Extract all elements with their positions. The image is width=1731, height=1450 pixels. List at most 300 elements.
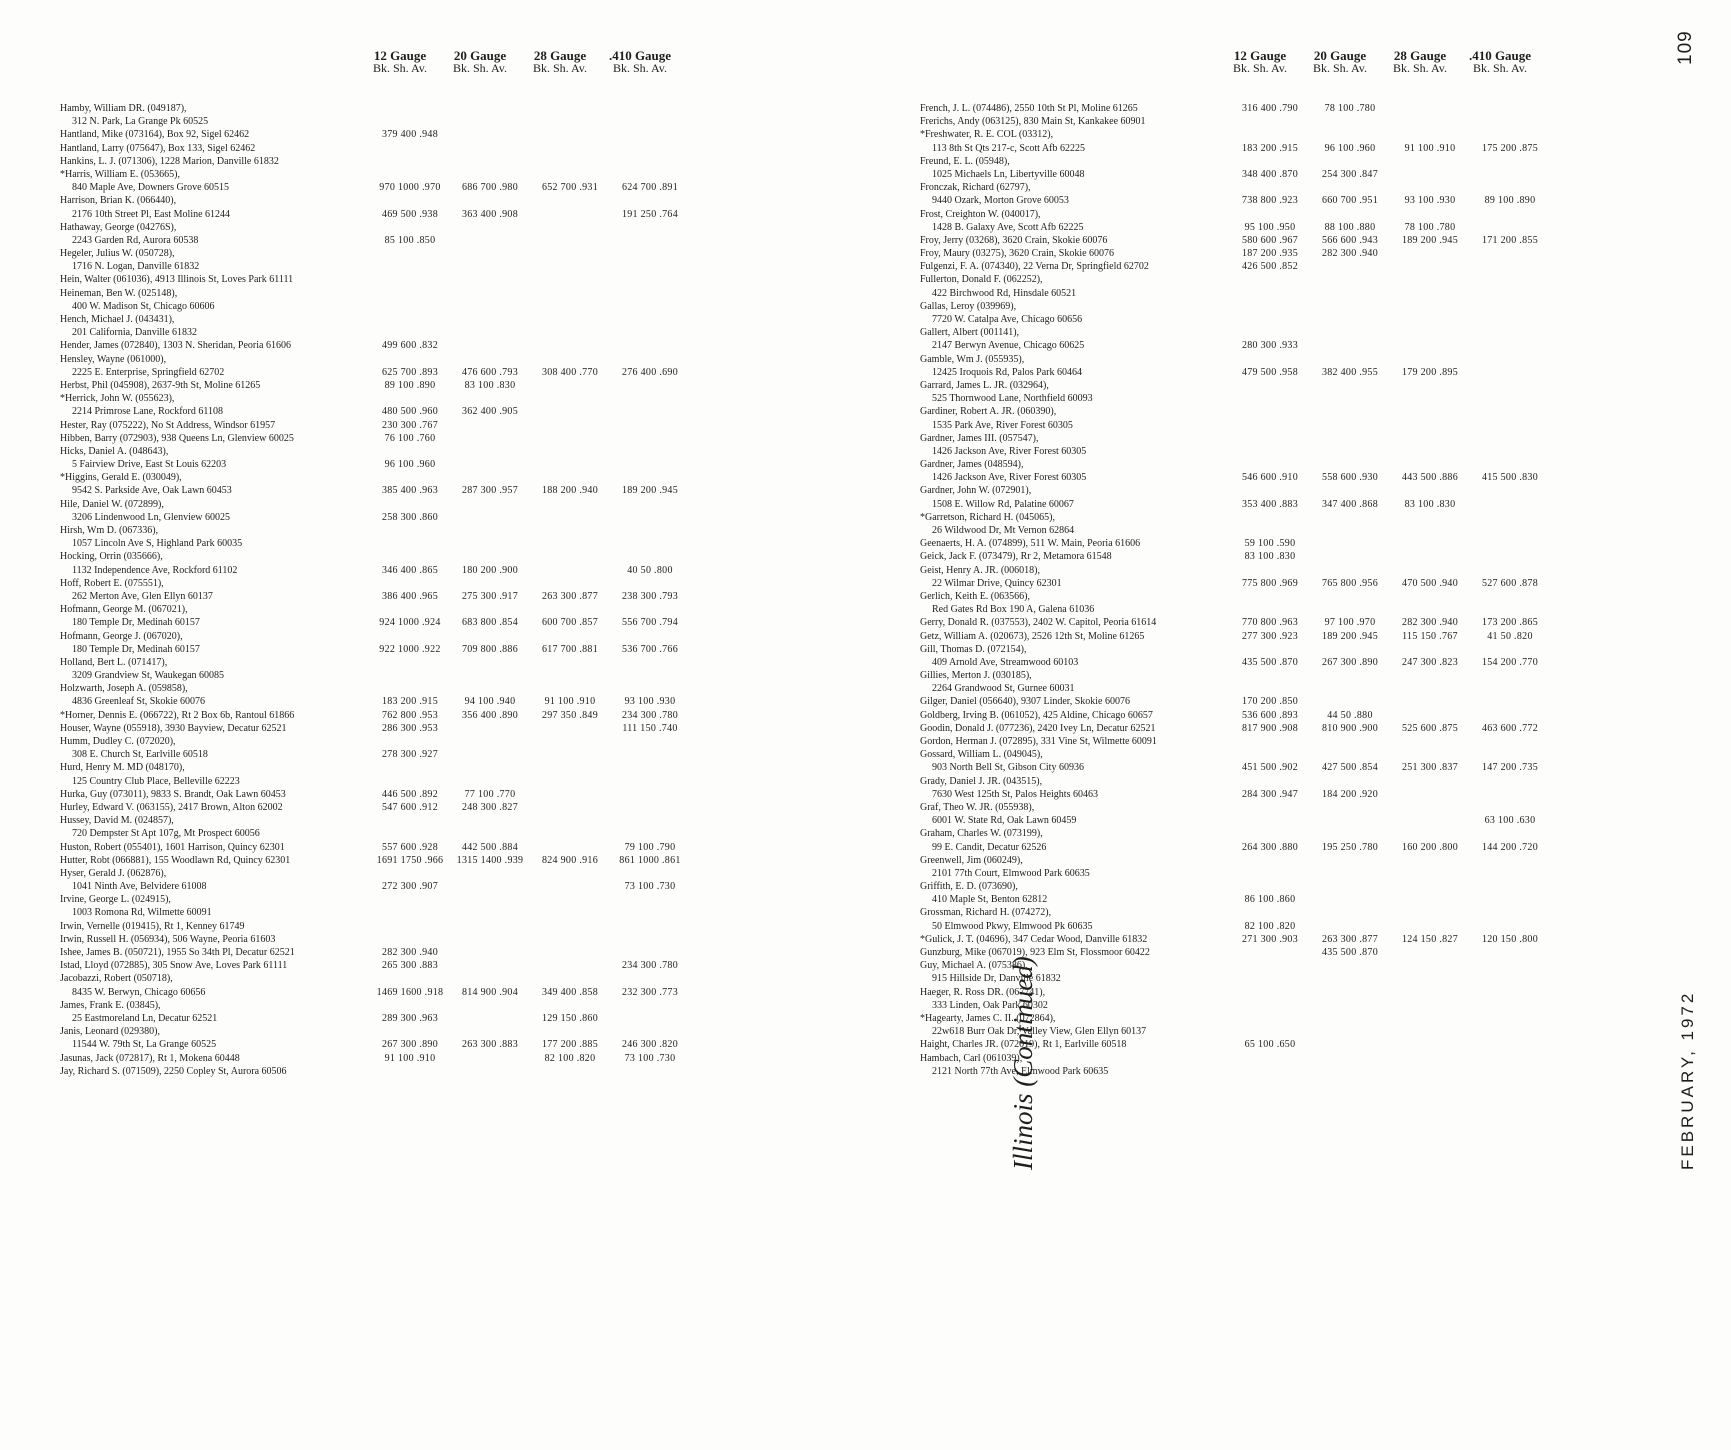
gauge-score: 435 500 .870 bbox=[1321, 947, 1379, 958]
gauge-score: 83 100 .830 bbox=[1404, 498, 1456, 510]
shooter-name-address: Irwin, Vernelle (019415), Rt 1, Kenney 61749 bbox=[60, 920, 245, 932]
shooter-name-address: Hile, Daniel W. (072899), bbox=[60, 498, 164, 510]
gauge-score: 247 300 .823 bbox=[1401, 656, 1459, 668]
entry-row bbox=[920, 867, 1680, 880]
gauge-score: 238 300 .793 bbox=[621, 590, 679, 602]
entry-row bbox=[60, 432, 820, 445]
entry-row bbox=[60, 181, 820, 194]
gauge-score: 435 500 .870 bbox=[1241, 656, 1299, 668]
entry-row bbox=[60, 656, 820, 669]
entry-row bbox=[60, 260, 820, 273]
gauge-score: 95 100 .950 bbox=[1244, 221, 1296, 233]
shooter-name-address: Hester, Ray (075222), No St Address, Windsor 61957 bbox=[60, 419, 276, 431]
entry-row bbox=[60, 788, 820, 801]
gauge-name: 12 Gauge bbox=[373, 48, 427, 63]
gauge-score: 189 200 .945 bbox=[621, 485, 679, 497]
entry-row bbox=[920, 339, 1680, 352]
entry-row bbox=[920, 511, 1680, 524]
gauge-score: 282 300 .940 bbox=[1321, 248, 1379, 260]
gauge-score: 40 50 .800 bbox=[627, 564, 673, 576]
gauge-score: 276 400 .690 bbox=[621, 366, 679, 378]
gauge-score: 85 100 .850 bbox=[384, 234, 436, 246]
shooter-name-address: Hensley, Wayne (061000), bbox=[60, 353, 167, 365]
gauge-score: 289 300 .963 bbox=[381, 1012, 439, 1024]
gauge-score: 184 200 .920 bbox=[1321, 788, 1379, 800]
gauge-score: 76 100 .760 bbox=[384, 432, 436, 444]
entry-row bbox=[60, 142, 820, 155]
gauge-score: 762 800 .953 bbox=[381, 709, 439, 721]
shooter-name-address: Hicks, Daniel A. (048643), bbox=[60, 445, 169, 457]
entry-row bbox=[920, 458, 1680, 471]
shooter-name-address: 2243 Garden Rd, Aurora 60538 bbox=[72, 234, 199, 246]
shooter-name-address: Haight, Charles JR. (072019), Rt 1, Earlville 60518 bbox=[920, 1039, 1127, 1051]
gauge-heading bbox=[590, 50, 690, 74]
gauge-score: 660 700 .951 bbox=[1321, 195, 1379, 207]
shooter-name-address: 3209 Grandview St, Waukegan 60085 bbox=[72, 670, 225, 682]
shooter-name-address: 262 Merton Ave, Glen Ellyn 60137 bbox=[72, 590, 213, 602]
entry-row bbox=[60, 669, 820, 682]
entry-row bbox=[920, 537, 1680, 550]
entry-row bbox=[60, 379, 820, 392]
gauge-score: 263 300 .883 bbox=[461, 1039, 519, 1051]
shooter-name-address: Goldberg, Irving B. (061052), 425 Aldine, Chicago 60657 bbox=[920, 709, 1153, 721]
gauge-score: 147 200 .735 bbox=[1481, 762, 1539, 774]
entry-row bbox=[60, 498, 820, 511]
shooter-name-address: Janis, Leonard (029380), bbox=[60, 1026, 160, 1038]
gauge-score: 267 300 .890 bbox=[1321, 656, 1379, 668]
gauge-score: 861 1000 .861 bbox=[619, 854, 681, 866]
shooter-name-address: 1426 Jackson Ave, River Forest 60305 bbox=[932, 472, 1087, 484]
shooter-name-address: 99 E. Candit, Decatur 62526 bbox=[932, 841, 1047, 853]
entry-row bbox=[920, 695, 1680, 708]
entry-row bbox=[60, 893, 820, 906]
gauge-score: 179 200 .895 bbox=[1401, 366, 1459, 378]
gauge-score: 476 600 .793 bbox=[461, 366, 519, 378]
gauge-score: 451 500 .902 bbox=[1241, 762, 1299, 774]
gauge-score: 479 500 .958 bbox=[1241, 366, 1299, 378]
shooter-name-address: 2264 Grandwood St, Gurnee 60031 bbox=[932, 683, 1075, 695]
entry-row bbox=[920, 102, 1680, 115]
entry-row bbox=[920, 748, 1680, 761]
entry-row bbox=[920, 353, 1680, 366]
entry-row bbox=[920, 722, 1680, 735]
gauge-score: 284 300 .947 bbox=[1241, 788, 1299, 800]
shooter-name-address: *Harris, William E. (053665), bbox=[60, 168, 180, 180]
shooter-name-address: Hibben, Barry (072903), 938 Queens Ln, Glenview 60025 bbox=[60, 432, 294, 444]
entry-row bbox=[920, 959, 1680, 972]
gauge-score: 362 400 .905 bbox=[461, 406, 519, 418]
gauge-score: 44 50 .880 bbox=[1327, 709, 1373, 721]
gauge-score: 91 100 .910 bbox=[384, 1052, 436, 1064]
shooter-name-address: 308 E. Church St, Earlville 60518 bbox=[72, 749, 208, 761]
gauge-score: 297 350 .849 bbox=[541, 709, 599, 721]
entry-row bbox=[60, 458, 820, 471]
entry-row bbox=[60, 484, 820, 497]
gauge-score: 77 100 .770 bbox=[464, 788, 516, 800]
shooter-name-address: Hegeler, Julius W. (050728), bbox=[60, 248, 175, 260]
shooter-name-address: Greenwell, Jim (060249), bbox=[920, 854, 1023, 866]
gauge-score: 469 500 .938 bbox=[381, 208, 439, 220]
entry-row bbox=[60, 550, 820, 563]
shooter-name-address: Red Gates Rd Box 190 A, Galena 61036 bbox=[932, 604, 1095, 616]
gauge-score: 232 300 .773 bbox=[621, 986, 679, 998]
shooter-name-address: Hussey, David M. (024857), bbox=[60, 815, 174, 827]
entry-row bbox=[60, 854, 820, 867]
entry-row bbox=[60, 814, 820, 827]
shooter-name-address: Hutter, Robt (066881), 155 Woodlawn Rd, Quincy 62301 bbox=[60, 854, 291, 866]
gauge-score: 557 600 .928 bbox=[381, 841, 439, 853]
shooter-name-address: Ishee, James B. (050721), 1955 So 34th Pl, Decatur 62521 bbox=[60, 947, 295, 958]
gauge-score: 183 200 .915 bbox=[1241, 142, 1299, 154]
entry-row bbox=[920, 484, 1680, 497]
gauge-score: 525 600 .875 bbox=[1401, 722, 1459, 734]
shooter-name-address: Holland, Bert L. (071417), bbox=[60, 656, 168, 668]
gauge-score: 191 250 .764 bbox=[621, 208, 679, 220]
shooter-name-address: 7720 W. Catalpa Ave, Chicago 60656 bbox=[932, 314, 1083, 325]
entry-row bbox=[60, 603, 820, 616]
shooter-name-address: 3206 Lindenwood Ln, Glenview 60025 bbox=[72, 511, 231, 523]
entry-row bbox=[60, 709, 820, 722]
shooter-name-address: 180 Temple Dr, Medinah 60157 bbox=[72, 643, 200, 655]
entry-row bbox=[920, 405, 1680, 418]
gauge-score: 170 200 .850 bbox=[1241, 696, 1299, 708]
gauge-score: 600 700 .857 bbox=[541, 617, 599, 629]
shooter-name-address: Geick, Jack F. (073479), Rr 2, Metamora 61548 bbox=[920, 551, 1112, 563]
gauge-score: 415 500 .830 bbox=[1481, 472, 1539, 484]
entry-row bbox=[920, 709, 1680, 722]
entry-row bbox=[60, 366, 820, 379]
entry-row bbox=[60, 643, 820, 656]
entry-row bbox=[60, 695, 820, 708]
gauge-score: 348 400 .870 bbox=[1241, 168, 1299, 180]
gauge-score: 924 1000 .924 bbox=[379, 617, 441, 629]
gauge-name: .410 Gauge bbox=[1468, 48, 1532, 63]
gauge-score: 1315 1400 .939 bbox=[456, 854, 524, 866]
gauge-name: 28 Gauge bbox=[533, 48, 587, 63]
shooter-name-address: Holzwarth, Joseph A. (059858), bbox=[60, 683, 188, 695]
gauge-score: 265 300 .883 bbox=[381, 960, 439, 972]
entry-row bbox=[60, 775, 820, 788]
gauge-score: 527 600 .878 bbox=[1481, 577, 1539, 589]
entry-row bbox=[60, 287, 820, 300]
gauge-heading bbox=[1450, 50, 1550, 74]
gauge-score: 78 100 .780 bbox=[1324, 103, 1376, 114]
shooter-name-address: 113 8th St Qts 217-c, Scott Afb 62225 bbox=[932, 142, 1085, 154]
entry-row bbox=[920, 603, 1680, 616]
gauge-score: 536 600 .893 bbox=[1241, 709, 1299, 721]
entry-row bbox=[920, 643, 1680, 656]
shooter-name-address: Hankins, L. J. (071306), 1228 Marion, Danville 61832 bbox=[60, 155, 279, 167]
shooter-name-address: 2214 Primrose Lane, Rockford 61108 bbox=[72, 406, 223, 418]
entry-row bbox=[920, 142, 1680, 155]
gauge-score: 251 300 .837 bbox=[1401, 762, 1459, 774]
gauge-score: 173 200 .865 bbox=[1481, 617, 1539, 629]
shooter-name-address: *Horner, Dennis E. (066722), Rt 2 Box 6b, Rantoul 61866 bbox=[60, 709, 295, 721]
gauge-score: 558 600 .930 bbox=[1321, 472, 1379, 484]
entry-row bbox=[920, 616, 1680, 629]
left-column bbox=[920, 50, 1680, 1450]
shooter-name-address: Hender, James (072840), 1303 N. Sheridan, Peoria 61606 bbox=[60, 340, 291, 352]
entry-row bbox=[60, 946, 820, 959]
shooter-name-address: Graf, Theo W. JR. (055938), bbox=[920, 801, 1035, 813]
shooter-name-address: 22 Wilmar Drive, Quincy 62301 bbox=[932, 577, 1062, 589]
entry-row bbox=[920, 841, 1680, 854]
section-title: Illinois (Continued) bbox=[1008, 956, 1038, 1170]
entry-row bbox=[920, 827, 1680, 840]
shooter-name-address: Grossman, Richard H. (074272), bbox=[920, 907, 1052, 919]
gauge-score: 480 500 .960 bbox=[381, 406, 439, 418]
shooter-name-address: Frerichs, Andy (063125), 830 Main St, Kankakee 60901 bbox=[920, 116, 1146, 128]
entry-row bbox=[920, 155, 1680, 168]
gauge-score: 443 500 .886 bbox=[1401, 472, 1459, 484]
entry-row bbox=[920, 445, 1680, 458]
gauge-score: 234 300 .780 bbox=[621, 960, 679, 972]
shooter-name-address: Froy, Jerry (03268), 3620 Crain, Skokie 60076 bbox=[920, 234, 1108, 246]
gauge-score: 775 800 .969 bbox=[1241, 577, 1299, 589]
gauge-score: 922 1000 .922 bbox=[379, 643, 441, 655]
gauge-score: 177 200 .885 bbox=[541, 1039, 599, 1051]
entry-row bbox=[60, 221, 820, 234]
shooter-name-address: Goodin, Donald J. (077236), 2420 Ivey Ln, Decatur 62521 bbox=[920, 722, 1156, 734]
gauge-score: 154 200 .770 bbox=[1481, 656, 1539, 668]
gauge-subheading: Bk. Sh. Av. bbox=[532, 61, 587, 75]
shooter-name-address: 312 N. Park, La Grange Pk 60525 bbox=[72, 116, 209, 128]
gauge-score: 442 500 .884 bbox=[461, 841, 519, 853]
shooter-name-address: Gamble, Wm J. (055935), bbox=[920, 353, 1025, 365]
gauge-score: 160 200 .800 bbox=[1401, 841, 1459, 853]
gauge-score: 96 100 .960 bbox=[384, 459, 436, 471]
gauge-score: 625 700 .893 bbox=[381, 366, 439, 378]
gauge-score: 386 400 .965 bbox=[381, 590, 439, 602]
shooter-name-address: 2101 77th Court, Elmwood Park 60635 bbox=[932, 867, 1090, 879]
shooter-name-address: Irwin, Russell H. (056934), 506 Wayne, Peoria 61603 bbox=[60, 933, 276, 945]
gauge-score: 824 900 .916 bbox=[541, 854, 599, 866]
shooter-name-address: *Freshwater, R. E. COL (03312), bbox=[920, 129, 1054, 141]
shooter-name-address: Gardner, James III. (057547), bbox=[920, 432, 1039, 444]
gauge-score: 282 300 .940 bbox=[381, 947, 439, 958]
shooter-name-address: Geist, Henry A. JR. (006018), bbox=[920, 564, 1040, 576]
shooter-name-address: *Gulick, J. T. (04696), 347 Cedar Wood, Danville 61832 bbox=[920, 933, 1148, 945]
entry-row bbox=[920, 260, 1680, 273]
right-column bbox=[60, 50, 820, 1450]
entry-row bbox=[920, 392, 1680, 405]
entry-row bbox=[60, 273, 820, 286]
gauge-score: 382 400 .955 bbox=[1321, 366, 1379, 378]
gauge-score: 814 900 .904 bbox=[461, 986, 519, 998]
gauge-score: 316 400 .790 bbox=[1241, 103, 1299, 114]
gauge-score: 78 100 .780 bbox=[1404, 221, 1456, 233]
gauge-score: 63 100 .630 bbox=[1484, 815, 1536, 827]
entry-list bbox=[920, 102, 1680, 1078]
shooter-name-address: Hein, Walter (061036), 4913 Illinois St, Loves Park 61111 bbox=[60, 274, 294, 286]
entry-row bbox=[60, 999, 820, 1012]
gauge-score: 83 100 .830 bbox=[1244, 551, 1296, 563]
gauge-score: 93 100 .930 bbox=[1404, 195, 1456, 207]
gauge-score: 617 700 .881 bbox=[541, 643, 599, 655]
shooter-name-address: Gerry, Donald R. (037553), 2402 W. Capitol, Peoria 61614 bbox=[920, 617, 1157, 629]
gauge-score: 363 400 .908 bbox=[461, 208, 519, 220]
entry-row bbox=[920, 194, 1680, 207]
shooter-name-address: Haeger, R. Ross DR. (067741), bbox=[920, 986, 1046, 998]
shooter-name-address: Hathaway, George (04276S), bbox=[60, 221, 177, 233]
gauge-score: 254 300 .847 bbox=[1321, 168, 1379, 180]
gauge-score: 546 600 .910 bbox=[1241, 472, 1299, 484]
gauge-score: 91 100 .910 bbox=[544, 696, 596, 708]
gauge-score: 59 100 .590 bbox=[1244, 538, 1296, 550]
entry-row bbox=[920, 419, 1680, 432]
shooter-name-address: 1716 N. Logan, Danville 61832 bbox=[72, 261, 200, 273]
shooter-name-address: 50 Elmwood Pkwy, Elmwood Pk 60635 bbox=[932, 920, 1093, 932]
shooter-name-address: *Herrick, John W. (055623), bbox=[60, 393, 175, 405]
entry-row bbox=[60, 1012, 820, 1025]
gauge-score: 171 200 .855 bbox=[1481, 234, 1539, 246]
shooter-name-address: 9542 S. Parkside Ave, Oak Lawn 60453 bbox=[72, 485, 232, 497]
entry-row bbox=[60, 841, 820, 854]
entry-row bbox=[920, 775, 1680, 788]
shooter-name-address: Heineman, Ben W. (025148), bbox=[60, 287, 178, 299]
entry-row bbox=[60, 933, 820, 946]
gauge-score: 470 500 .940 bbox=[1401, 577, 1459, 589]
gauge-score: 73 100 .730 bbox=[624, 1052, 676, 1064]
entry-row bbox=[920, 656, 1680, 669]
entry-row bbox=[60, 102, 820, 115]
entry-row bbox=[60, 801, 820, 814]
shooter-name-address: 903 North Bell St, Gibson City 60936 bbox=[932, 762, 1084, 774]
entry-row bbox=[920, 432, 1680, 445]
gauge-score: 82 100 .820 bbox=[1244, 920, 1296, 932]
gauge-score: 183 200 .915 bbox=[381, 696, 439, 708]
gauge-score: 426 500 .852 bbox=[1241, 261, 1299, 273]
shooter-name-address: 5 Fairview Drive, East St Louis 62203 bbox=[72, 459, 227, 471]
shooter-name-address: 1057 Lincoln Ave S, Highland Park 60035 bbox=[72, 538, 243, 550]
gauge-score: 308 400 .770 bbox=[541, 366, 599, 378]
gauge-score: 353 400 .883 bbox=[1241, 498, 1299, 510]
gauge-score: 263 300 .877 bbox=[541, 590, 599, 602]
gauge-score: 187 200 .935 bbox=[1241, 248, 1299, 260]
shooter-name-address: 7630 West 125th St, Palos Heights 60463 bbox=[932, 788, 1098, 800]
gauge-subheading: Bk. Sh. Av. bbox=[1232, 61, 1287, 75]
shooter-name-address: 6001 W. State Rd, Oak Lawn 60459 bbox=[932, 815, 1077, 827]
shooter-name-address: Gilger, Daniel (056640), 9307 Linder, Skokie 60076 bbox=[920, 696, 1130, 708]
entry-row bbox=[60, 722, 820, 735]
shooter-name-address: Gallas, Leroy (039969), bbox=[920, 300, 1017, 312]
gauge-score: 83 100 .830 bbox=[464, 379, 516, 391]
gauge-score: 624 700 .891 bbox=[621, 182, 679, 194]
shooter-name-address: Istad, Lloyd (072885), 305 Snow Ave, Loves Park 61111 bbox=[60, 960, 288, 972]
entry-row bbox=[60, 471, 820, 484]
gauge-score: 189 200 .945 bbox=[1321, 630, 1379, 642]
shooter-name-address: 409 Arnold Ave, Streamwood 60103 bbox=[932, 656, 1079, 668]
gauge-name: .410 Gauge bbox=[608, 48, 672, 63]
gauge-name: 20 Gauge bbox=[1313, 48, 1367, 63]
gauge-subheading: Bk. Sh. Av. bbox=[1392, 61, 1447, 75]
gauge-score: 280 300 .933 bbox=[1241, 340, 1299, 352]
gauge-score: 536 700 .766 bbox=[621, 643, 679, 655]
entry-row bbox=[60, 524, 820, 537]
shooter-name-address: Humm, Dudley C. (072020), bbox=[60, 736, 176, 747]
shooter-name-address: Hofmann, George J. (067020), bbox=[60, 630, 183, 642]
entry-row bbox=[920, 524, 1680, 537]
entry-row bbox=[920, 920, 1680, 933]
entry-row bbox=[60, 590, 820, 603]
entry-row bbox=[60, 972, 820, 985]
shooter-name-address: Hocking, Orrin (035666), bbox=[60, 551, 163, 563]
gauge-score: 1691 1750 .966 bbox=[376, 854, 444, 866]
shooter-name-address: 26 Wildwood Dr, Mt Vernon 62864 bbox=[932, 525, 1075, 536]
gauge-score: 272 300 .907 bbox=[381, 881, 439, 893]
entry-row bbox=[920, 577, 1680, 590]
gauge-score: 115 150 .767 bbox=[1402, 630, 1458, 642]
shooter-name-address: Hoff, Robert E. (075551), bbox=[60, 577, 164, 589]
gauge-score: 271 300 .903 bbox=[1241, 933, 1299, 945]
gauge-score: 93 100 .930 bbox=[624, 696, 676, 708]
page-number: 109 bbox=[1675, 30, 1696, 65]
shooter-name-address: 422 Birchwood Rd, Hinsdale 60521 bbox=[932, 287, 1077, 299]
gauge-subheading: Bk. Sh. Av. bbox=[1312, 61, 1367, 75]
gauge-score: 385 400 .963 bbox=[381, 485, 439, 497]
gauge-score: 349 400 .858 bbox=[541, 986, 599, 998]
shooter-name-address: Jasunas, Jack (072817), Rt 1, Mokena 60448 bbox=[60, 1052, 240, 1064]
entry-row bbox=[60, 168, 820, 181]
gauge-score: 566 600 .943 bbox=[1321, 234, 1379, 246]
shooter-name-address: 1426 Jackson Ave, River Forest 60305 bbox=[932, 445, 1087, 457]
gauge-score: 277 300 .923 bbox=[1241, 630, 1299, 642]
entry-row bbox=[920, 630, 1680, 643]
shooter-name-address: Grady, Daniel J. JR. (043515), bbox=[920, 775, 1043, 787]
entry-row bbox=[60, 748, 820, 761]
entry-row bbox=[920, 471, 1680, 484]
entry-row bbox=[920, 814, 1680, 827]
gauge-name: 12 Gauge bbox=[1233, 48, 1287, 63]
shooter-name-address: 12425 Iroquois Rd, Palos Park 60464 bbox=[932, 366, 1082, 378]
gauge-score: 120 150 .800 bbox=[1481, 933, 1539, 945]
gauge-score: 91 100 .910 bbox=[1404, 142, 1456, 154]
gauge-subheading: Bk. Sh. Av. bbox=[372, 61, 427, 75]
shooter-name-address: Irvine, George L. (024915), bbox=[60, 894, 171, 906]
entry-row bbox=[920, 933, 1680, 946]
shooter-name-address: Jacobazzi, Robert (050718), bbox=[60, 973, 173, 985]
entry-row bbox=[920, 128, 1680, 141]
shooter-name-address: Gardner, James (048594), bbox=[920, 459, 1024, 471]
shooter-name-address: 25 Eastmoreland Ln, Decatur 62521 bbox=[72, 1012, 218, 1024]
gauge-score: 556 700 .794 bbox=[621, 617, 679, 629]
shooter-name-address: Guy, Michael A. (075386), bbox=[920, 960, 1028, 972]
gauge-score: 263 300 .877 bbox=[1321, 933, 1379, 945]
entry-row bbox=[60, 577, 820, 590]
entry-row bbox=[60, 1038, 820, 1051]
shooter-name-address: Hantland, Mike (073164), Box 92, Sigel 62462 bbox=[60, 129, 250, 141]
gauge-score: 180 200 .900 bbox=[461, 564, 519, 576]
entry-row bbox=[920, 326, 1680, 339]
shooter-name-address: 1132 Independence Ave, Rockford 61102 bbox=[72, 564, 238, 576]
gauge-score: 427 500 .854 bbox=[1321, 762, 1379, 774]
entry-row bbox=[920, 761, 1680, 774]
shooter-name-address: *Higgins, Gerald E. (030049), bbox=[60, 472, 182, 484]
shooter-name-address: 410 Maple St, Benton 62812 bbox=[932, 894, 1048, 906]
shooter-name-address: Hofmann, George M. (067021), bbox=[60, 604, 188, 616]
entry-row bbox=[920, 1025, 1680, 1038]
entry-row bbox=[60, 419, 820, 432]
entry-row bbox=[60, 115, 820, 128]
entry-row bbox=[920, 590, 1680, 603]
entry-row bbox=[920, 906, 1680, 919]
gauge-score: 738 800 .923 bbox=[1241, 195, 1299, 207]
gauge-score: 346 400 .865 bbox=[381, 564, 439, 576]
shooter-name-address: Gunzburg, Mike (067019), 923 Elm St, Flossmoor 60422 bbox=[920, 947, 1150, 958]
shooter-name-address: Fulgenzi, F. A. (074340), 22 Verna Dr, Springfield 62702 bbox=[920, 261, 1149, 273]
shooter-name-address: Gardner, John W. (072901), bbox=[920, 485, 1032, 497]
entry-row bbox=[60, 630, 820, 643]
